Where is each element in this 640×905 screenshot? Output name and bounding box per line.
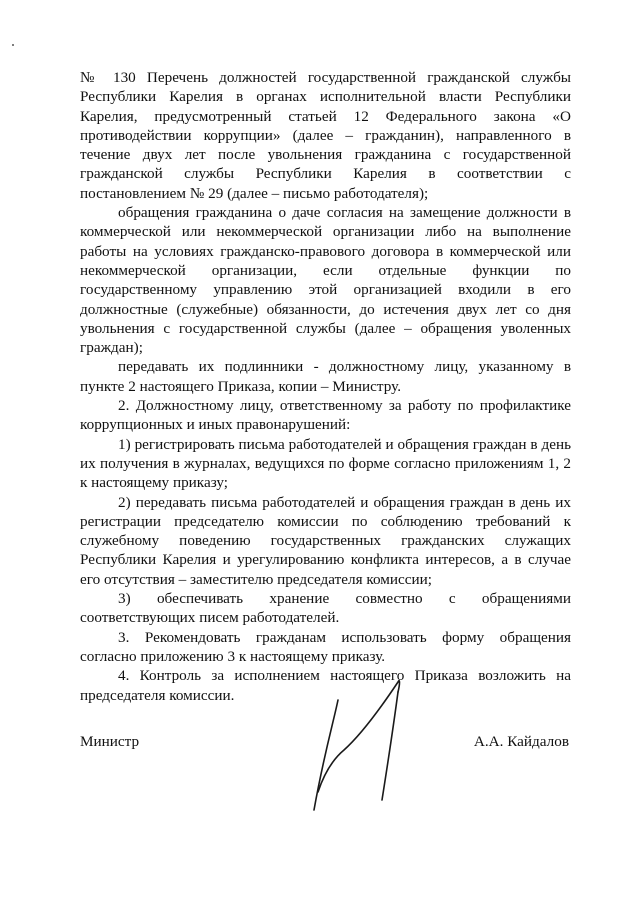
paragraph-transfer-originals: передавать их подлинники - должностному лицу, указанному в пункте 2 настоящего Приказа, копии – Министру. [80, 358, 571, 395]
signer-position: Министр [80, 733, 140, 750]
paragraph-item-4: 4. Контроль за исполнением настоящего Приказа возложить на председателя комиссии. [80, 667, 571, 704]
paragraph-item-2-3: 3) обеспечивать хранение совместно с обращениями соответствующих писем работодателей. [80, 590, 571, 627]
paragraph-citizen-requests: обращения гражданина о даче согласия на замещение должности в коммерческой или некоммерческой организации либо на выполнение работы на условиях гражданско-правового договора в коммерческой или некоммерческой организации, если отдельные функции по государственному управлению этой организацией входили в его должностные (служебные) обязанности, до истечения двух лет со дня увольнения с государственной службы (далее – обращения уволенных граждан); [80, 204, 571, 357]
paragraph-item-2-2: 2) передавать письма работодателей и обращения граждан в день их регистрации председателю комиссии по соблюдению требований к служебному поведению государственных гражданских служащих Республики Карелия и урегулированию конфликта интересов, а в случае его отсутствия – заместителю председателя комиссии; [80, 493, 571, 588]
paragraph-item-2: 2. Должностному лицу, ответственному за работу по профилактике коррупционных и иных правонарушений: [80, 397, 571, 434]
paragraph-item-2-1: 1) регистрировать письма работодателей и обращения граждан в день их получения в журналах, ведущихся по форме согласно приложениям 1, 2 к настоящему приказу; [80, 435, 571, 492]
paragraph-item-3: 3. Рекомендовать гражданам использовать форму обращения согласно приложению 3 к настоящему приказу. [80, 628, 571, 665]
signer-name: А.А. Кайдалов [473, 733, 569, 750]
signature-line [80, 733, 571, 755]
scan-speck [12, 44, 14, 46]
document-body [80, 68, 571, 705]
paragraph-continuation: № 130 Перечень должностей государственной гражданской службы Республики Карелия в органах исполнительной власти Республики Карелия, предусмотренный статьей 12 Федерального закона «О противодействии коррупции» (далее – гражданин), направленного в течение двух лет после увольнения гражданина с государственной гражданской службы Республики Карелия в соответствии с постановлением № 29 (далее – письмо работодателя); [80, 69, 571, 202]
